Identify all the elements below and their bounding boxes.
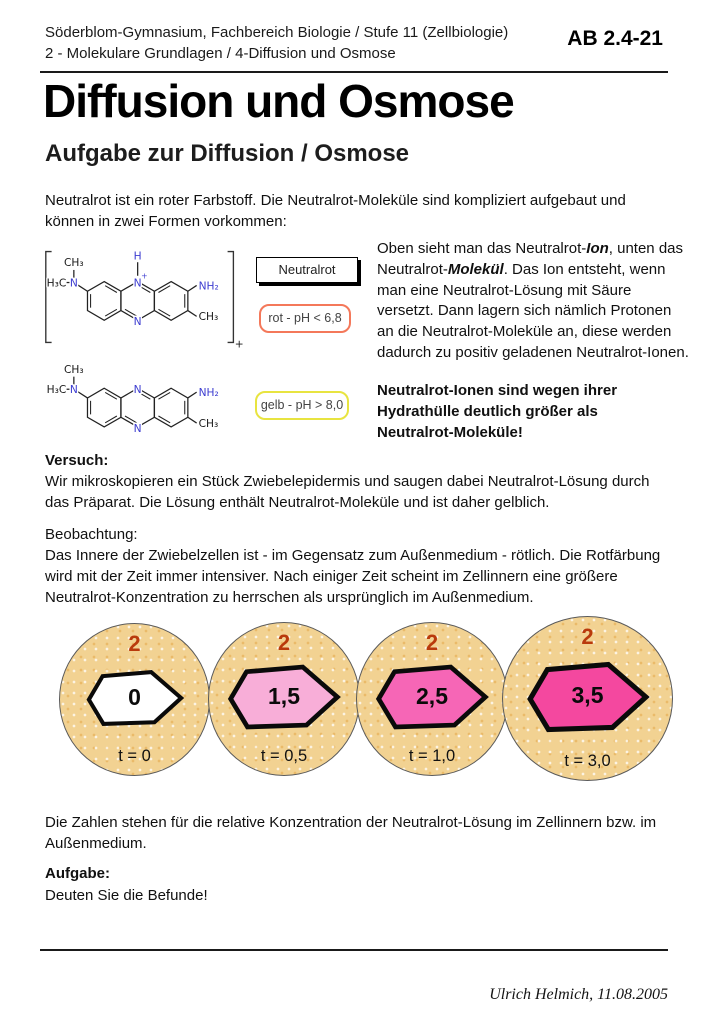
nitrogen-label: N bbox=[69, 383, 78, 397]
nitrogen-label: N bbox=[133, 276, 142, 290]
diagram-caption: Die Zahlen stehen für die relative Konzentration der Neutralrot-Lösung im Zellinnern bzw. im Außenmedium. bbox=[45, 814, 657, 852]
amino-label: NH₂ bbox=[198, 279, 219, 293]
bracket-plus-charge: + bbox=[234, 337, 244, 351]
neutralrot-ion-structure bbox=[40, 242, 245, 354]
molecule-description bbox=[377, 239, 691, 364]
versuch-body: Wir mikroskopieren ein Stück Zwiebelepidermis und saugen dabei Neutralrot-Lösung durch das Präparat. Die Lösung enthält Neutralrot-Moleküle und ist daher gelblich. bbox=[45, 473, 650, 511]
header-topic-line: 2 - Molekulare Grundlagen / 4-Diffusion und Osmose bbox=[45, 45, 396, 62]
plus-charge: + bbox=[141, 271, 148, 281]
left-bracket bbox=[46, 252, 52, 343]
page-title: Diffusion und Osmose bbox=[43, 75, 514, 127]
inner-concentration: 2,5 bbox=[416, 682, 448, 709]
methyl-label: H₃C bbox=[46, 276, 67, 290]
versuch-heading: Versuch: bbox=[45, 452, 109, 469]
cell-hexagon bbox=[84, 666, 186, 729]
ion-ph-badge: rot - pH < 6,8 bbox=[259, 304, 351, 333]
beobachtung-body: Das Innere der Zwiebelzellen ist - im Gegensatz zum Außenmedium - rötlich. Die Rotfärbung wird mit der Zeit immer intensiver. Nach einiger Zeit scheint im Zellinnern eine größere Neutralrot-Konzentration zu herrschen als ursprünglich im Außenmedium. bbox=[45, 547, 661, 606]
ring-left bbox=[87, 388, 120, 427]
header-divider bbox=[40, 71, 668, 73]
molecule-term: Molekül bbox=[447, 260, 504, 278]
nitrogen-label: N bbox=[133, 383, 142, 397]
methyl-label: CH₃ bbox=[198, 416, 219, 430]
nitrogen-label: N bbox=[133, 421, 142, 435]
right-bracket bbox=[228, 252, 234, 343]
time-label: t = 1,0 bbox=[408, 747, 456, 765]
ion-size-note: Neutralrot-Ionen sind wegen ihrer Hydrathülle deutlich größer als Neutralrot-Moleküle! bbox=[377, 382, 618, 441]
amino-label: NH₂ bbox=[198, 385, 219, 399]
beobachtung-heading: Beobachtung: bbox=[45, 526, 138, 543]
methyl-label: H₃C bbox=[46, 383, 67, 397]
outer-concentration: 2 bbox=[581, 624, 594, 649]
outer-concentration: 2 bbox=[425, 630, 439, 655]
cell-diagram-t30 bbox=[502, 616, 673, 781]
aufgabe-heading: Aufgabe: bbox=[45, 865, 110, 882]
ring-left bbox=[87, 282, 120, 321]
cell-diagram-t10 bbox=[356, 622, 508, 776]
author-credit: Ulrich Helmich, 11.08.2005 bbox=[489, 986, 668, 1003]
ring-right bbox=[154, 282, 187, 321]
time-label: t = 0 bbox=[118, 747, 151, 765]
molecule-ph-badge: gelb - pH > 8,0 bbox=[255, 391, 349, 420]
inner-concentration: 0 bbox=[128, 683, 141, 710]
time-label: t = 3,0 bbox=[564, 752, 611, 770]
cell-diagram-t0 bbox=[59, 623, 210, 776]
outer-concentration: 2 bbox=[128, 631, 141, 656]
ion-term: Ion bbox=[586, 240, 609, 257]
cell-hexagon bbox=[225, 661, 343, 734]
time-label: t = 0,5 bbox=[260, 747, 308, 765]
header-school-line: Söderblom-Gymnasium, Fachbereich Biologie / Stufe 11 (Zellbiologie) bbox=[45, 24, 509, 41]
inner-concentration: 3,5 bbox=[571, 682, 604, 709]
aufgabe-body: Deuten Sie die Befunde! bbox=[45, 887, 208, 904]
worksheet-code: AB 2.4-21 bbox=[567, 27, 663, 50]
ring-right bbox=[154, 388, 187, 427]
outer-concentration: 2 bbox=[277, 630, 291, 655]
neutralrot-molecule-structure bbox=[40, 358, 245, 463]
neutralrot-label-box: Neutralrot bbox=[256, 257, 358, 283]
methyl-label: CH₃ bbox=[64, 362, 84, 376]
description-text: Oben sieht man das Neutralrot- bbox=[377, 240, 587, 257]
nitrogen-label: N bbox=[133, 315, 142, 329]
inner-concentration: 1,5 bbox=[268, 682, 300, 709]
nitrogen-label: N bbox=[69, 276, 78, 290]
footer-divider bbox=[40, 949, 668, 951]
description-text: , unten das Neutralrot- bbox=[377, 240, 684, 278]
intro-paragraph: Neutralrot ist ein roter Farbstoff. Die Neutralrot-Moleküle sind kompliziert aufgebaut und können in zwei Formen vorkommen: bbox=[45, 192, 626, 230]
cell-hexagon bbox=[373, 661, 491, 734]
cell-diagram-t05 bbox=[208, 622, 360, 776]
description-text: . Das Ion entsteht, wenn man eine Neutralrot-Lösung mit Säure versetzt. Dann lagern sich nämlich Protonen an die Neutralrot-Moleküle an, diese werden dadurch zu positiv geladenen Neutralrot-Ionen. bbox=[377, 260, 689, 361]
page-subtitle: Aufgabe zur Diffusion / Osmose bbox=[45, 140, 410, 167]
methyl-label: CH₃ bbox=[198, 310, 219, 324]
cell-hexagon bbox=[524, 657, 652, 736]
proton-label: H bbox=[133, 249, 142, 263]
methyl-label: CH₃ bbox=[64, 256, 84, 270]
